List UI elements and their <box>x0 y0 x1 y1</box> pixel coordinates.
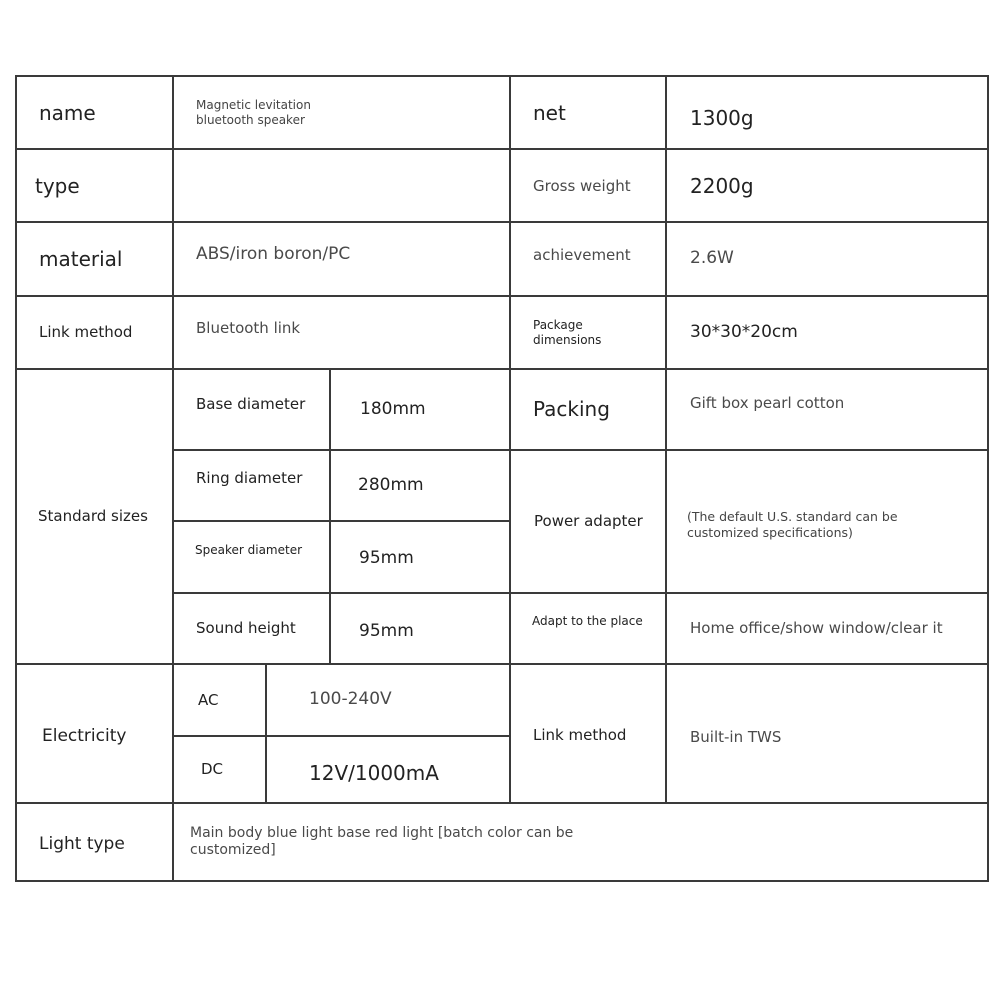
value-link-method-left: Bluetooth link <box>196 319 301 338</box>
value-achievement: 2.6W <box>690 248 734 269</box>
label-net: net <box>533 100 566 125</box>
value-power-adapter: (The default U.S. standard can be customized specifications) <box>687 508 898 540</box>
value-gross-weight: 2200g <box>690 173 754 198</box>
grid-line <box>509 75 511 804</box>
value-sound-height: 95mm <box>359 620 414 641</box>
label-name: name <box>39 100 96 125</box>
value-package-dimensions: 30*30*20cm <box>690 321 798 342</box>
value-material: ABS/iron boron/PC <box>196 244 351 265</box>
grid-line <box>665 75 667 804</box>
label-electricity: Electricity <box>42 725 127 746</box>
value-speaker-diameter: 95mm <box>359 548 414 569</box>
grid-line <box>172 75 174 882</box>
grid-line <box>15 75 17 882</box>
value-light-type: Main body blue light base red light [batch color can be customized] <box>190 824 574 858</box>
grid-line <box>16 221 988 223</box>
value-link-method-right: Built-in TWS <box>690 728 782 747</box>
label-gross-weight: Gross weight <box>533 176 631 195</box>
label-package-dimensions: Package dimensions <box>533 317 602 347</box>
label-base-diameter: Base diameter <box>196 395 306 414</box>
value-adapt-place: Home office/show window/clear it <box>690 619 943 638</box>
grid-line <box>16 802 988 804</box>
grid-line <box>16 368 988 370</box>
value-dc: 12V/1000mA <box>309 761 439 785</box>
value-type <box>174 150 509 222</box>
grid-line <box>265 663 267 804</box>
label-link-method-left: Link method <box>39 323 133 342</box>
grid-line <box>16 148 988 150</box>
grid-line <box>16 295 988 297</box>
label-ring-diameter: Ring diameter <box>196 469 303 488</box>
label-dc: DC <box>201 760 224 779</box>
label-standard-sizes: Standard sizes <box>38 507 148 526</box>
value-ring-diameter: 280mm <box>358 474 424 495</box>
label-light-type: Light type <box>39 834 125 855</box>
label-sound-height: Sound height <box>196 619 296 638</box>
label-adapt-place: Adapt to the place <box>532 614 643 628</box>
label-achievement: achievement <box>533 245 631 264</box>
label-packing: Packing <box>533 397 610 421</box>
label-ac: AC <box>198 690 219 709</box>
grid-line <box>16 663 988 665</box>
grid-line <box>329 368 331 665</box>
label-power-adapter: Power adapter <box>534 512 643 531</box>
value-name: Magnetic levitation bluetooth speaker <box>196 98 311 127</box>
grid-line <box>987 75 989 882</box>
value-net: 1300g <box>690 105 754 130</box>
label-type: type <box>35 173 80 198</box>
grid-line <box>16 880 988 882</box>
value-ac: 100-240V <box>309 689 392 710</box>
grid-line <box>172 449 988 451</box>
label-link-method-right: Link method <box>533 726 627 745</box>
grid-line <box>172 520 511 522</box>
grid-line <box>16 75 988 77</box>
value-packing: Gift box pearl cotton <box>690 394 845 413</box>
grid-line <box>172 735 511 737</box>
label-speaker-diameter: Speaker diameter <box>195 542 303 557</box>
label-material: material <box>39 246 123 271</box>
value-base-diameter: 180mm <box>360 398 426 419</box>
grid-line <box>172 592 988 594</box>
